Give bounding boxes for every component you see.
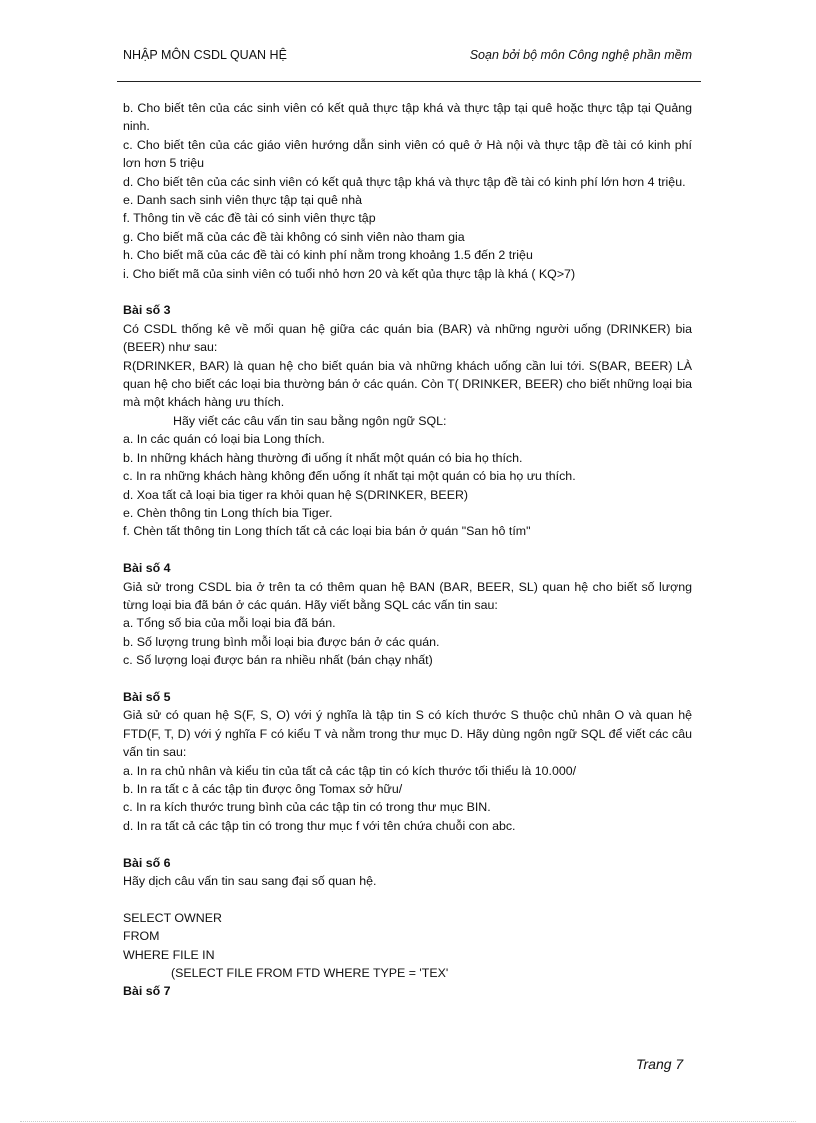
list-item: b. Số lượng trung bình mỗi loại bia được bán ở các quán. <box>123 634 440 649</box>
list-item: d. Xoa tất cả loại bia tiger ra khỏi quan hệ S(DRINKER, BEER) <box>123 487 469 502</box>
header-author: Soạn bởi bộ môn Công nghệ phần mềm <box>469 48 692 62</box>
list-item: c. In ra kích thước trung bình của các tập tin có trong thư mục BIN. <box>123 800 491 815</box>
exercise-3-instruction: Hãy viết các câu vấn tin sau bằng ngôn ngữ SQL: <box>173 413 447 428</box>
page-number: Trang 7 <box>636 1056 684 1072</box>
list-item: e. Danh sach sinh viên thực tập tại quê nhà <box>123 193 363 208</box>
list-item: c. Cho biết tên của các giáo viên hướng dẫn sinh viên có quê ở Hà nội và thực tập đề tài có kinh phí lơn hơn 5 triệu <box>123 137 692 171</box>
exercise-heading-7: Bài số 7 <box>123 984 171 999</box>
list-item: d. Cho biết tên của các sinh viên có kết quả thực tập khá và thực tập đề tài có kinh phí lớn hơn 4 triệu. <box>123 174 686 189</box>
exercise-heading-6: Bài số 6 <box>123 855 171 870</box>
sql-line: SELECT OWNER <box>123 910 222 925</box>
exercise-6-intro: Hãy dịch câu vấn tin sau sang đại số quan hệ. <box>123 874 377 888</box>
list-item: f. Chèn tất thông tin Long thích tất cả các loại bia bán ở quán "San hô tím" <box>123 524 531 539</box>
page-content <box>123 99 692 1001</box>
list-item: b. In ra tất c ả các tập tin được ông Tomax sở hữu/ <box>123 781 403 796</box>
sql-line: WHERE FILE IN <box>123 947 215 962</box>
sql-line: (SELECT FILE FROM FTD WHERE TYPE = 'TEX' <box>171 966 449 981</box>
list-item: i. Cho biết mã của sinh viên có tuổi nhỏ hơn 20 và kết qủa thực tập là khá ( KQ>7) <box>123 266 576 281</box>
list-item: c. In ra những khách hàng không đến uống ít nhất tại một quán có bia họ ưu thích. <box>123 469 576 484</box>
page-header <box>123 46 692 68</box>
list-item: b. In những khách hàng thường đi uống ít nhất một quán có bia họ thích. <box>123 450 523 465</box>
list-item: b. Cho biết tên của các sinh viên có kết quả thực tập khá và thực tập tại quê hoặc thực tập tại Quảng ninh. <box>123 101 692 134</box>
list-item: g. Cho biết mã của các đề tài không có sinh viên nào tham gia <box>123 229 465 244</box>
sql-line: FROM <box>123 929 160 944</box>
list-item: a. Tổng số bia của mỗi loại bia đã bán. <box>123 616 336 631</box>
list-item: h. Cho biết mã của các đề tài có kinh phí nằm trong khoảng 1.5 đến 2 triệu <box>123 248 533 263</box>
exercise-4-intro: Giả sử trong CSDL bia ở trên ta có thêm quan hệ BAN (BAR, BEER, SL) quan hệ cho biết số lượng từng loại bia đã bán ở các quán. Hãy viết bằng SQL các vấn tin sau: <box>123 579 692 612</box>
header-course-title: NHẬP MÔN CSDL QUAN HỆ <box>123 48 287 62</box>
header-divider <box>117 81 701 82</box>
exercise-heading-3: Bài số 3 <box>123 303 171 318</box>
list-item: a. In ra chủ nhân và kiểu tin của tất cả các tập tin có kích thước tối thiểu là 10.000/ <box>123 763 577 778</box>
exercise-5-intro: Giả sử có quan hệ S(F, S, O) với ý nghĩa là tập tin S có kích thước S thuộc chủ nhân O và quan hệ FTD(F, T, D) với ý nghĩa F có kiểu T và nằm trong thư mục D. Hãy dùng ngôn ngữ SQL để viết các câu vấn tin sau: <box>123 708 692 760</box>
list-item: d. In ra tất cả các tập tin có trong thư mục f với tên chứa chuỗi con abc. <box>123 818 516 833</box>
list-item: c. Số lượng loại được bán ra nhiều nhất (bán chạy nhất) <box>123 653 433 668</box>
page-bottom-border <box>20 1121 796 1122</box>
exercise-3-description: R(DRINKER, BAR) là quan hệ cho biết quán bia và những khách uống cần lui tới. S(BAR, BEER) LÀ quan hệ cho biết các loại bia thường bán ở các quán. Còn T( DRINKER, BEER) cho biết những loại bia mà một khách hàng ưu thích. <box>123 358 692 410</box>
exercise-heading-5: Bài số 5 <box>123 689 171 704</box>
exercise-3-intro: Có CSDL thống kê về mối quan hệ giữa các quán bia (BAR) và những người uống (DRINKER) bia (BEER) như sau: <box>123 321 692 355</box>
exercise-heading-4: Bài số 4 <box>123 561 171 576</box>
list-item: e. Chèn thông tin Long thích bia Tiger. <box>123 505 333 520</box>
list-item: f. Thông tin về các đề tài có sinh viên thực tập <box>123 211 376 226</box>
list-item: a. In các quán có loại bia Long thích. <box>123 432 325 447</box>
